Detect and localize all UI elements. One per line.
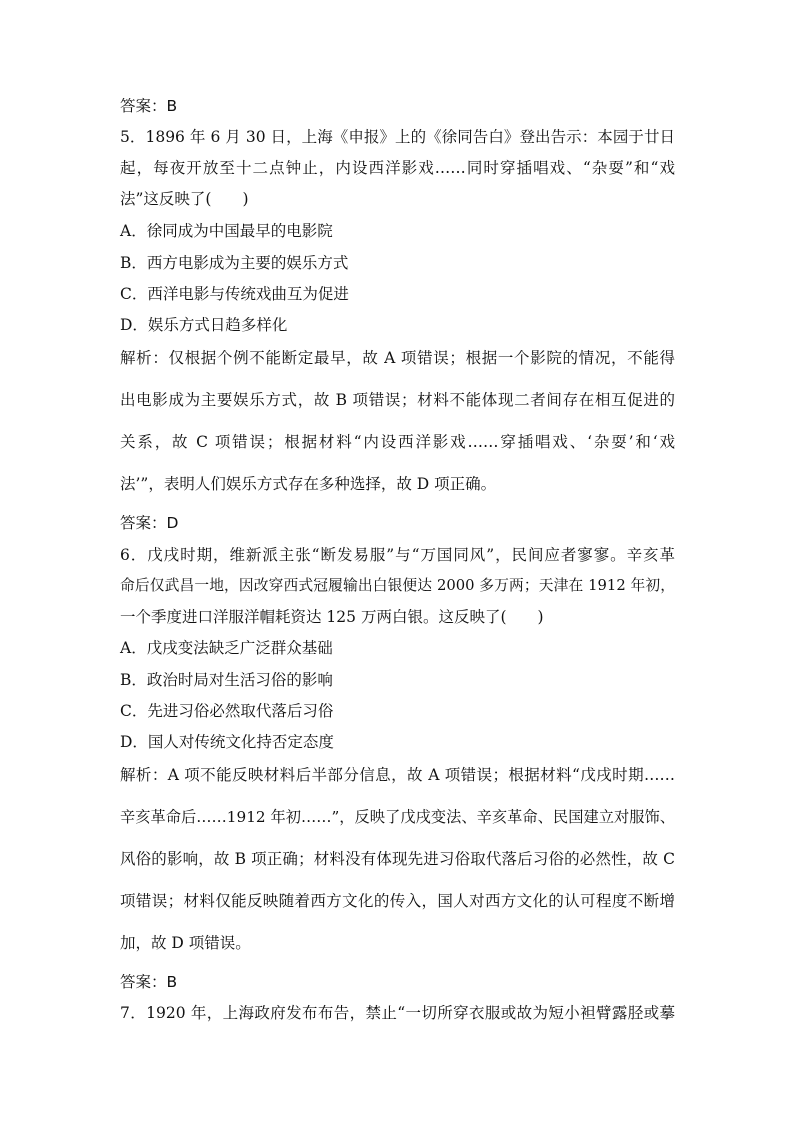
- option-d: D．娱乐方式日趋多样化: [120, 316, 288, 334]
- explanation-text: 加，故 D 项错误。: [120, 934, 251, 952]
- option-a: A．徐同成为中国最早的电影院: [120, 222, 333, 240]
- question-6-text: 命后仅武昌一地，因改穿西式冠履输出白银便达 2000 多万两；天津在 1912 年初，: [120, 577, 675, 594]
- explanation-text: 风俗的影响，故 B 项正确；材料没有体现先进习俗取代落后习俗的必然性，故 C: [120, 850, 675, 868]
- answer-label: 答案：B: [120, 97, 178, 115]
- option-c: C．西洋电影与传统戏曲互为促进: [120, 285, 349, 303]
- question-7-text: 7．1920 年，上海政府发布布告，禁止“一切所穿衣服或故为短小袒臂露胫或摹: [120, 1004, 675, 1022]
- explanation-text: 法’”，表明人们娱乐方式存在多种选择，故 D 项正确。: [120, 475, 497, 493]
- question-5-text: 起，每夜开放至十二点钟止，内设西洋影戏……同时穿插唱戏、“杂耍”和“戏: [120, 159, 675, 177]
- option-c: C．先进习俗必然取代落后习俗: [120, 702, 334, 720]
- question-5-text: 法”这反映了( ): [120, 190, 249, 208]
- question-6-text: 一个季度进口洋服洋帽耗资达 125 万两白银。这反映了( ): [120, 608, 544, 626]
- question-5-text: 5．1896 年 6 月 30 日，上海《申报》上的《徐同告白》登出告示：本园于廿日: [120, 128, 675, 146]
- answer-label: 答案：B: [120, 973, 178, 991]
- explanation-text: 辛亥革命后……1912 年初……”，反映了戊戌变法、辛亥革命、民国建立对服饰、: [120, 808, 675, 826]
- question-6-text: 6．戊戌时期，维新派主张“断发易服”与“万国同风”，民间应者寥寥。辛亥革: [120, 546, 675, 564]
- answer-label: 答案：D: [120, 514, 179, 532]
- explanation-text: 关系，故 C 项错误；根据材料“内设西洋影戏……穿插唱戏、‘杂耍’和‘戏: [120, 433, 675, 451]
- explanation-text: 解析：A 项不能反映材料后半部分信息，故 A 项错误；根据材料“戊戌时期……: [120, 766, 675, 784]
- option-a: A．戊戌变法缺乏广泛群众基础: [120, 639, 333, 657]
- explanation-text: 出电影成为主要娱乐方式，故 B 项错误；材料不能体现二者间存在相互促进的: [120, 391, 675, 409]
- option-b: B．西方电影成为主要的娱乐方式: [120, 254, 349, 272]
- explanation-text: 解析：仅根据个例不能断定最早，故 A 项错误；根据一个影院的情况，不能得: [120, 349, 675, 367]
- option-b: B．政治时局对生活习俗的影响: [120, 671, 333, 689]
- option-d: D．国人对传统文化持否定态度: [120, 733, 334, 751]
- explanation-text: 项错误；材料仅能反映随着西方文化的传入，国人对西方文化的认可程度不断增: [120, 892, 675, 910]
